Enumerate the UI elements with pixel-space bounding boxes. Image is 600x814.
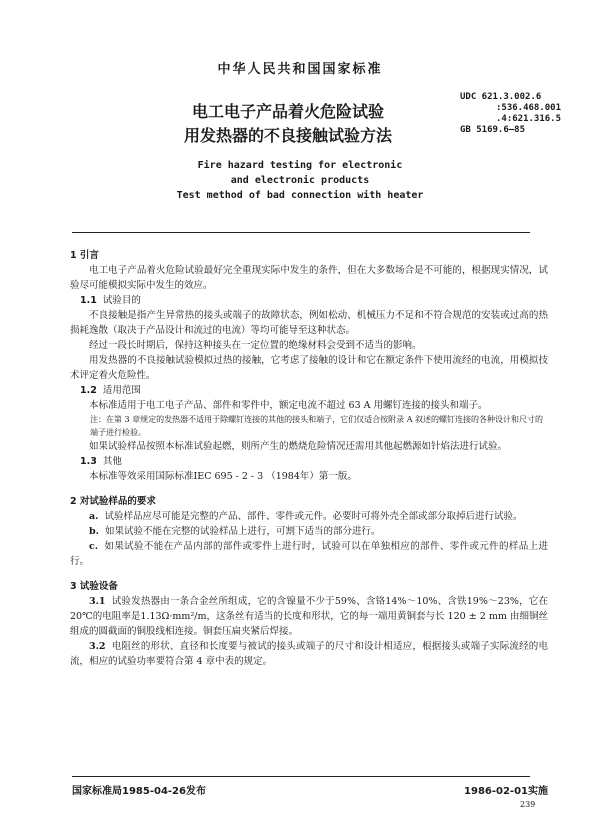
standard-type-heading: 中华人民共和国国家标准 — [217, 62, 383, 77]
item-text: 试验样品应尽可能是完整的产品、部件、零件或元件。必要时可将外壳全部或部分取掉后进行试验。 — [104, 511, 523, 522]
item-text: 如果试验不能在完整的试验样品上进行，可割下适当的部分进行。 — [104, 526, 381, 537]
issue-date: 国家标准局1985-04-26发布 — [72, 786, 206, 797]
section-1-heading: 1 引言 — [70, 250, 99, 261]
section-1-1-title: 试验目的 — [102, 295, 141, 306]
section-1-3-number: 1.3 — [80, 456, 97, 467]
item-label: c. — [89, 541, 99, 552]
section-1-2-title: 适用范围 — [102, 385, 141, 396]
udc-classification — [460, 92, 595, 136]
section-1-1-p3: 用发热器的不良接触试验模拟过热的接触，它考虑了接触的设计和它在额定条件下使用流经的电流，用模拟技术评定着火危险性。 — [70, 355, 548, 381]
section-1-2-note: 注：在第 3 章规定的发热器不适用于除螺钉连接的其他的接头和端子，它们仅适合按附录 A 叙述的螺钉连接的各种设计和尺寸的端子进行检验。 — [90, 415, 544, 437]
udc-line-2: :536.468.001 — [496, 103, 562, 113]
title-line-2: 用发热器的不良接触试验方法 — [183, 126, 392, 145]
item-text: 如果试验不能在产品内部的部件或零件上进行时，试验可以在单独相应的部件、零件或元件的样品上进行。 — [70, 541, 548, 567]
section-1-3-p1: 本标准等效采用国际标准IEC 695 - 2 - 3 （1984年）第一版。 — [89, 471, 357, 482]
section-2-item-c — [70, 539, 548, 569]
item-label: a. — [89, 511, 99, 522]
section-1-2-p1: 本标准适用于电工电子产品、部件和零件中，额定电流不超过 63 A 用螺钉连接的接头和端子。 — [89, 400, 488, 411]
english-title-line-1: Fire hazard testing for electronic — [197, 160, 403, 171]
section-1-2-number: 1.2 — [80, 385, 97, 396]
section-3-2 — [70, 639, 548, 669]
item-label: b. — [89, 526, 99, 537]
section-3-heading: 3 试验设备 — [70, 581, 118, 592]
udc-line-3: .4:621.316.5 — [496, 114, 562, 124]
section-1-2-p2: 如果试验样品按照本标准试验起燃，则所产生的燃烧危险情况还需用其他起燃源如针焰法进行试验。 — [89, 441, 508, 452]
header-divider — [72, 232, 530, 233]
section-2-heading: 2 对试验样品的要求 — [70, 496, 156, 507]
document-title — [128, 100, 448, 148]
english-title-line-2: and electronic products — [230, 175, 370, 186]
udc-line-1: UDC 621.3.002.6 — [460, 92, 542, 102]
section-2-item-b — [70, 524, 548, 539]
title-line-1: 电工电子产品着火危险试验 — [191, 102, 384, 121]
section-3-2-number: 3.2 — [89, 641, 106, 652]
section-1-3-title: 其他 — [102, 456, 122, 467]
footer-divider — [72, 776, 530, 777]
section-1-3-heading — [70, 454, 548, 469]
section-1-1-p1: 不良接触是指产生异常热的接头或端子的故障状态，例如松动、机械压力不足和不符合规范的安装或过高的热损耗逸散（取决于产品设计和流过的电流）等均可能导至这种状态。 — [70, 310, 548, 336]
section-3-2-text: 电阻丝的形状、直径和长度要与被试的接头或端子的尺寸和设计相适应，根据接头或端子实际流经的电流，相应的试验功率要符合第 4 章中表的规定。 — [70, 641, 548, 667]
section-2-item-a — [70, 509, 548, 524]
section-1-1-number: 1.1 — [80, 295, 97, 306]
section-1-1-heading — [70, 293, 548, 308]
english-title — [0, 158, 600, 203]
section-3-1 — [70, 594, 548, 639]
section-3-1-number: 3.1 — [89, 596, 106, 607]
section-3-1-text: 试验发热器由一条合金丝所组成，它的含镍量不少于59%、含铬14%～10%、含铁19%～23%，它在20℃的电阻率是1.13Ω·mm²/m，这条丝有适当的长度和形状，它的每一端用黄铜套与长 120 ± 2 mm 由细铜丝组成的圆截面的铜股线相连接。铜套压扁夹紧后焊接。 — [70, 596, 548, 637]
section-1-intro: 电工电子产品着火危险试验最好完全重现实际中发生的条件，但在大多数场合是不可能的，根据现实情况，试验尽可能模拟实际中发生的效应。 — [70, 265, 548, 291]
english-title-line-3: Test method of bad connection with heater — [176, 190, 424, 201]
section-1-2-heading — [70, 383, 548, 398]
gb-number: GB 5169.6—85 — [460, 125, 526, 135]
section-1-1-p2: 经过一段长时期后，保持这种接头在一定位置的绝缘材料会受到不适当的影响。 — [89, 340, 422, 351]
document-body — [70, 248, 548, 669]
effective-date: 1986-02-01实施 — [464, 786, 548, 797]
page-number: 239 — [520, 800, 536, 809]
